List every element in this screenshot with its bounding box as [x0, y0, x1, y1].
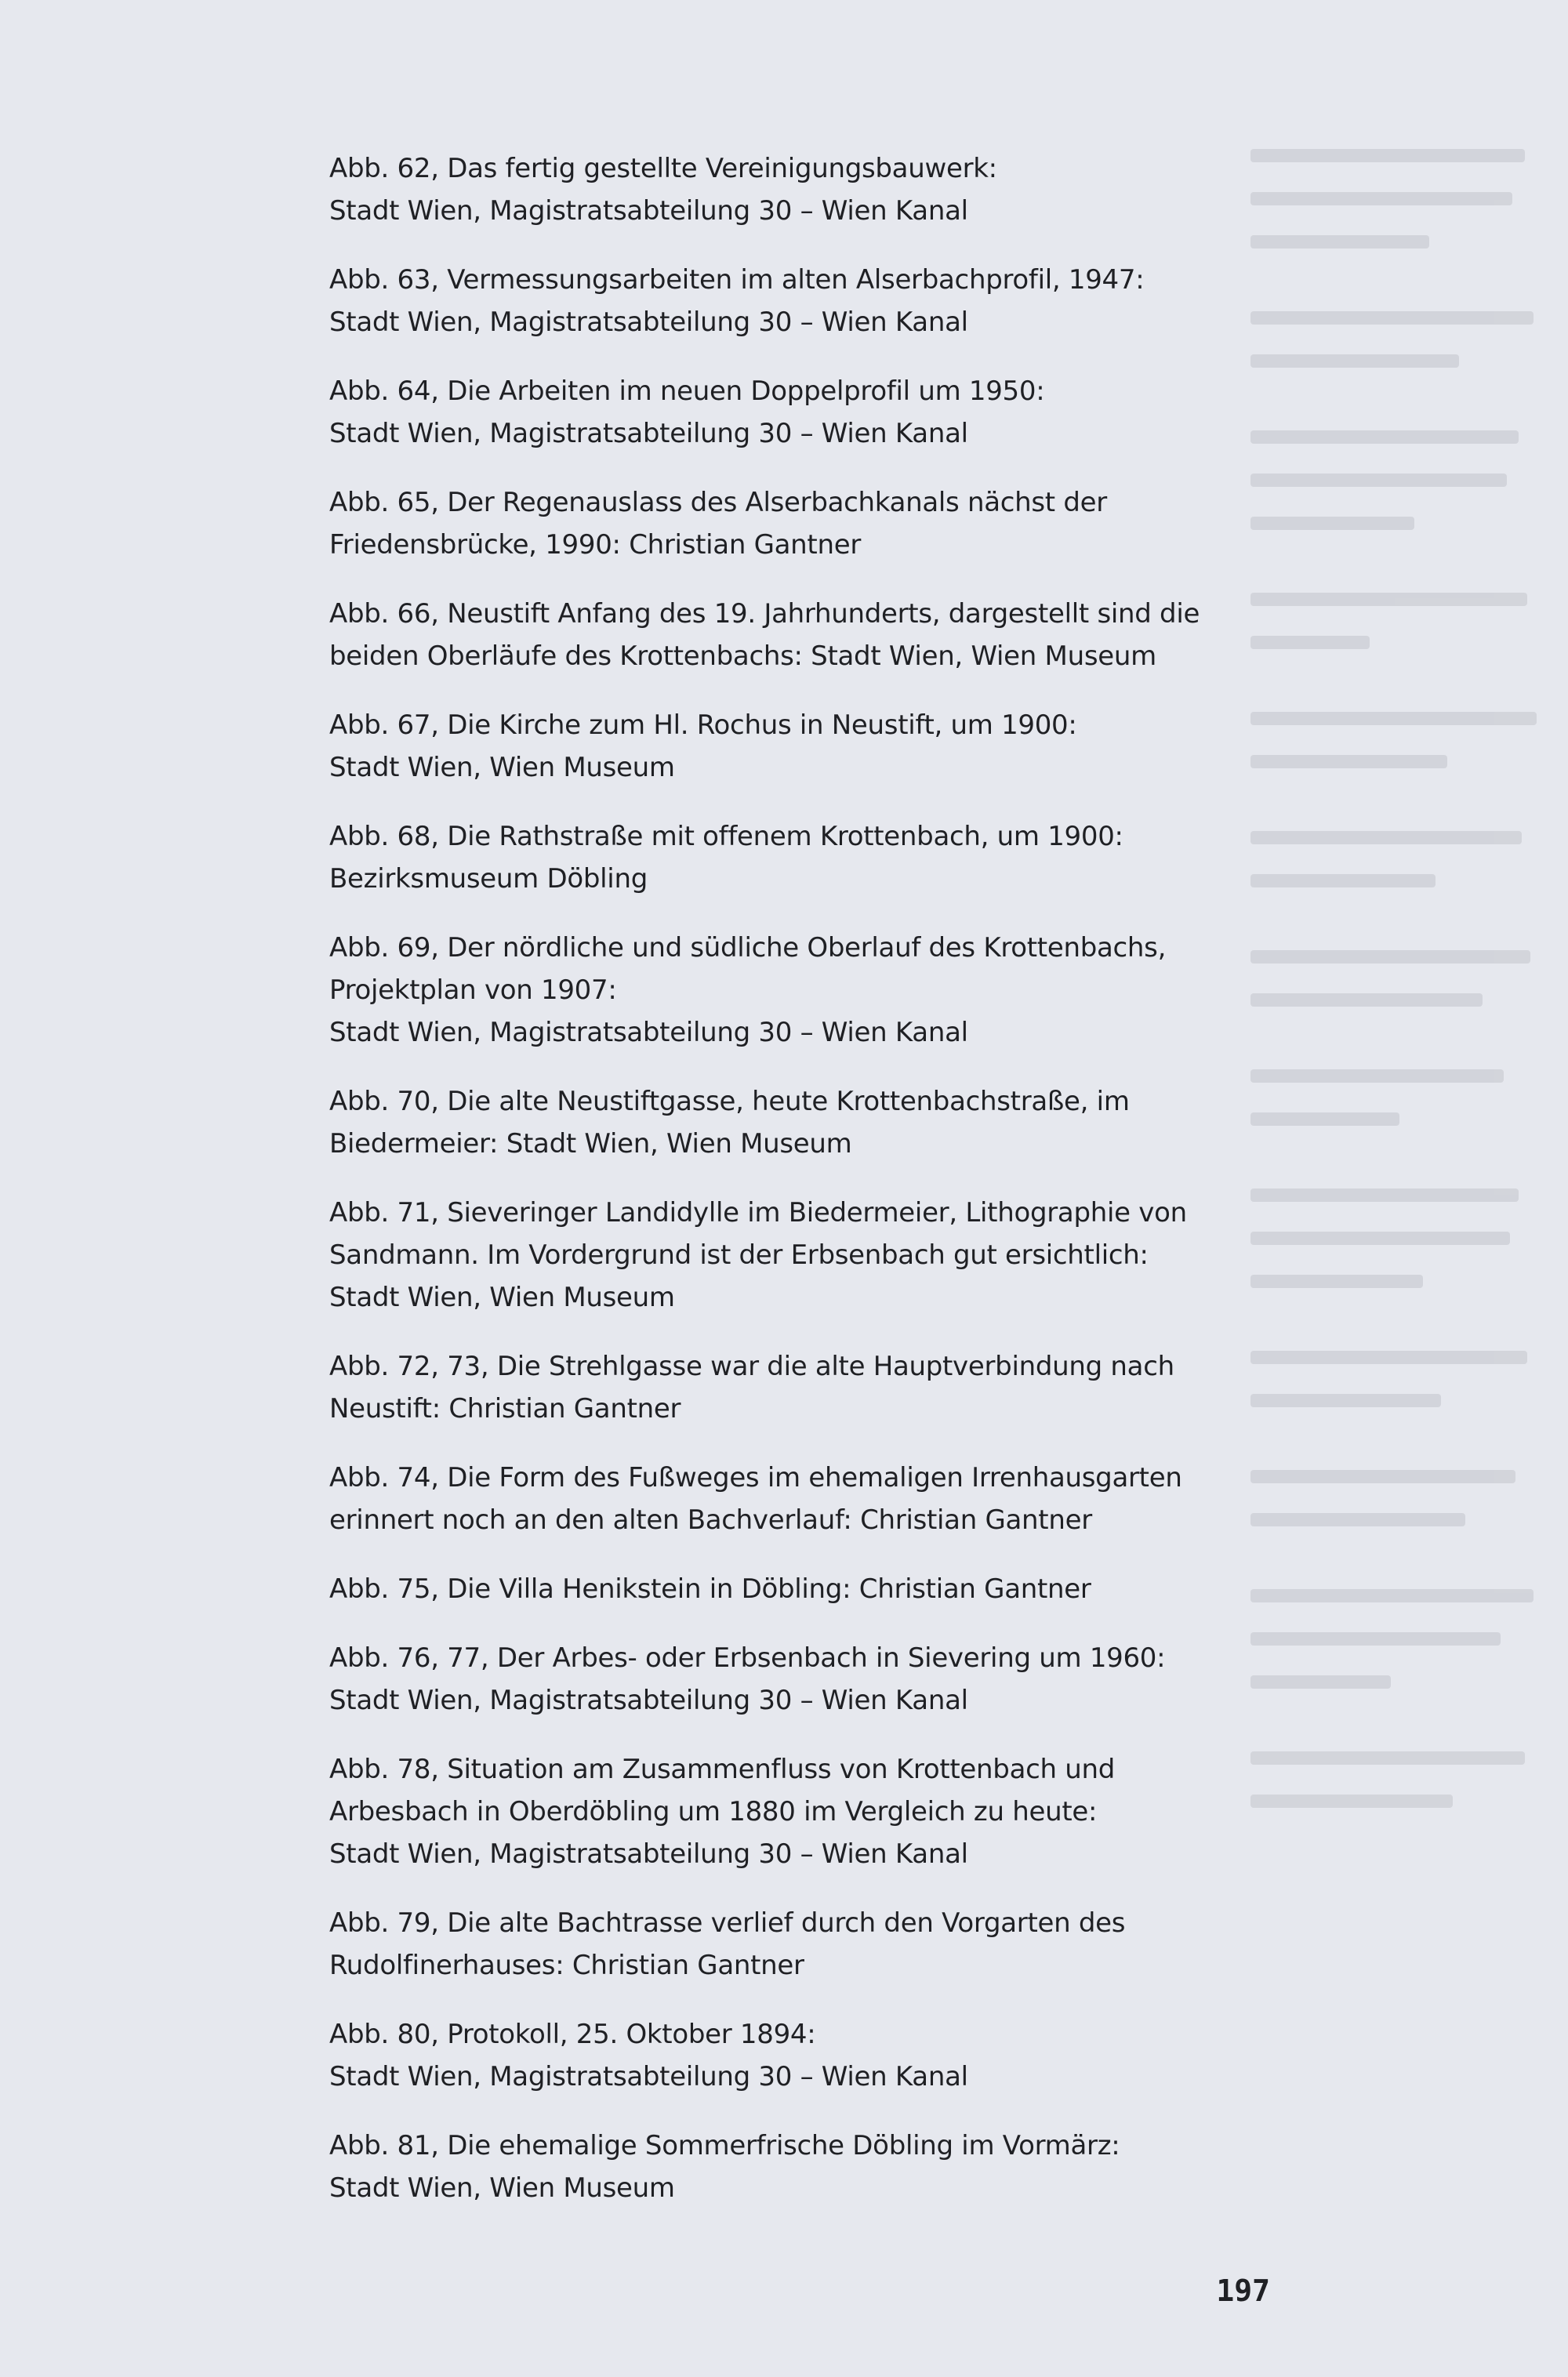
- caption-line: Abb. 64, Die Arbeiten im neuen Doppelprofil um 1950:: [329, 376, 1045, 407]
- caption-entry: [329, 815, 1254, 900]
- caption-entry: [329, 147, 1254, 232]
- caption-line: Neustift: Christian Gantner: [329, 1393, 681, 1424]
- caption-entry: [329, 259, 1254, 343]
- caption-line: Bezirksmuseum Döbling: [329, 863, 648, 895]
- caption-line: Abb. 74, Die Form des Fußweges im ehemaligen Irrenhausgarten: [329, 1462, 1182, 1493]
- caption-entry: [329, 1080, 1254, 1165]
- caption-line: Abb. 70, Die alte Neustiftgasse, heute Krottenbachstraße, im: [329, 1086, 1130, 1117]
- caption-line: Abb. 72, 73, Die Strehlgasse war die alte Hauptverbindung nach: [329, 1351, 1174, 1382]
- caption-line: Abb. 76, 77, Der Arbes- oder Erbsenbach in Sievering um 1960:: [329, 1642, 1166, 1674]
- caption-line: Stadt Wien, Magistratsabteilung 30 – Wien Kanal: [329, 1685, 968, 1716]
- caption-entry: [329, 1568, 1254, 1610]
- caption-line: Abb. 66, Neustift Anfang des 19. Jahrhunderts, dargestellt sind die: [329, 598, 1200, 630]
- caption-line: Stadt Wien, Wien Museum: [329, 752, 675, 783]
- caption-line: Projektplan von 1907:: [329, 974, 617, 1006]
- caption-line: Sandmann. Im Vordergrund ist der Erbsenbach gut ersichtlich:: [329, 1239, 1149, 1271]
- caption-entry: [329, 927, 1254, 1054]
- caption-line: Stadt Wien, Magistratsabteilung 30 – Wien Kanal: [329, 2061, 968, 2092]
- caption-line: Arbesbach in Oberdöbling um 1880 im Vergleich zu heute:: [329, 1796, 1098, 1827]
- caption-entry: [329, 593, 1254, 677]
- caption-entry: [329, 704, 1254, 789]
- caption-line: Stadt Wien, Magistratsabteilung 30 – Wien Kanal: [329, 195, 968, 227]
- caption-entry: [329, 481, 1254, 566]
- caption-line: Abb. 67, Die Kirche zum Hl. Rochus in Neustift, um 1900:: [329, 709, 1077, 741]
- caption-line: Abb. 65, Der Regenauslass des Alserbachkanals nächst der: [329, 487, 1107, 518]
- caption-line: Stadt Wien, Magistratsabteilung 30 – Wien Kanal: [329, 1017, 968, 1048]
- caption-line: Stadt Wien, Wien Museum: [329, 1282, 675, 1313]
- caption-line: Abb. 62, Das fertig gestellte Vereinigungsbauwerk:: [329, 153, 997, 184]
- caption-entry: [329, 1457, 1254, 1541]
- caption-line: Biedermeier: Stadt Wien, Wien Museum: [329, 1128, 852, 1159]
- caption-line: Stadt Wien, Magistratsabteilung 30 – Wien Kanal: [329, 307, 968, 338]
- caption-line: Abb. 75, Die Villa Henikstein in Döbling: Christian Gantner: [329, 1573, 1091, 1605]
- caption-line: Abb. 78, Situation am Zusammenfluss von Krottenbach und: [329, 1754, 1116, 1785]
- caption-line: beiden Oberläufe des Krottenbachs: Stadt Wien, Wien Museum: [329, 641, 1156, 672]
- caption-line: Stadt Wien, Magistratsabteilung 30 – Wien Kanal: [329, 418, 968, 449]
- caption-list: [329, 147, 1254, 2236]
- caption-line: Rudolfinerhauses: Christian Gantner: [329, 1950, 804, 1981]
- caption-entry: [329, 2013, 1254, 2098]
- caption-line: Abb. 81, Die ehemalige Sommerfrische Döbling im Vormärz:: [329, 2130, 1120, 2161]
- show-through-text: [1250, 149, 1548, 2156]
- caption-entry: [329, 2125, 1254, 2209]
- caption-line: Abb. 68, Die Rathstraße mit offenem Krottenbach, um 1900:: [329, 821, 1123, 852]
- caption-line: Stadt Wien, Wien Museum: [329, 2172, 675, 2204]
- caption-line: Abb. 71, Sieveringer Landidylle im Biedermeier, Lithographie von: [329, 1197, 1187, 1228]
- caption-line: Abb. 79, Die alte Bachtrasse verlief durch den Vorgarten des: [329, 1907, 1126, 1939]
- caption-line: Abb. 69, Der nördliche und südliche Oberlauf des Krottenbachs,: [329, 932, 1167, 964]
- caption-entry: [329, 1748, 1254, 1875]
- caption-line: erinnert noch an den alten Bachverlauf: Christian Gantner: [329, 1504, 1092, 1536]
- caption-entry: [329, 370, 1254, 455]
- caption-line: Abb. 63, Vermessungsarbeiten im alten Alserbachprofil, 1947:: [329, 264, 1145, 296]
- caption-line: Friedensbrücke, 1990: Christian Gantner: [329, 529, 861, 561]
- page-number: 197: [1216, 2274, 1270, 2308]
- caption-line: Abb. 80, Protokoll, 25. Oktober 1894:: [329, 2019, 816, 2050]
- caption-entry: [329, 1192, 1254, 1319]
- caption-entry: [329, 1345, 1254, 1430]
- caption-entry: [329, 1902, 1254, 1987]
- caption-entry: [329, 1637, 1254, 1722]
- caption-line: Stadt Wien, Magistratsabteilung 30 – Wien Kanal: [329, 1838, 968, 1870]
